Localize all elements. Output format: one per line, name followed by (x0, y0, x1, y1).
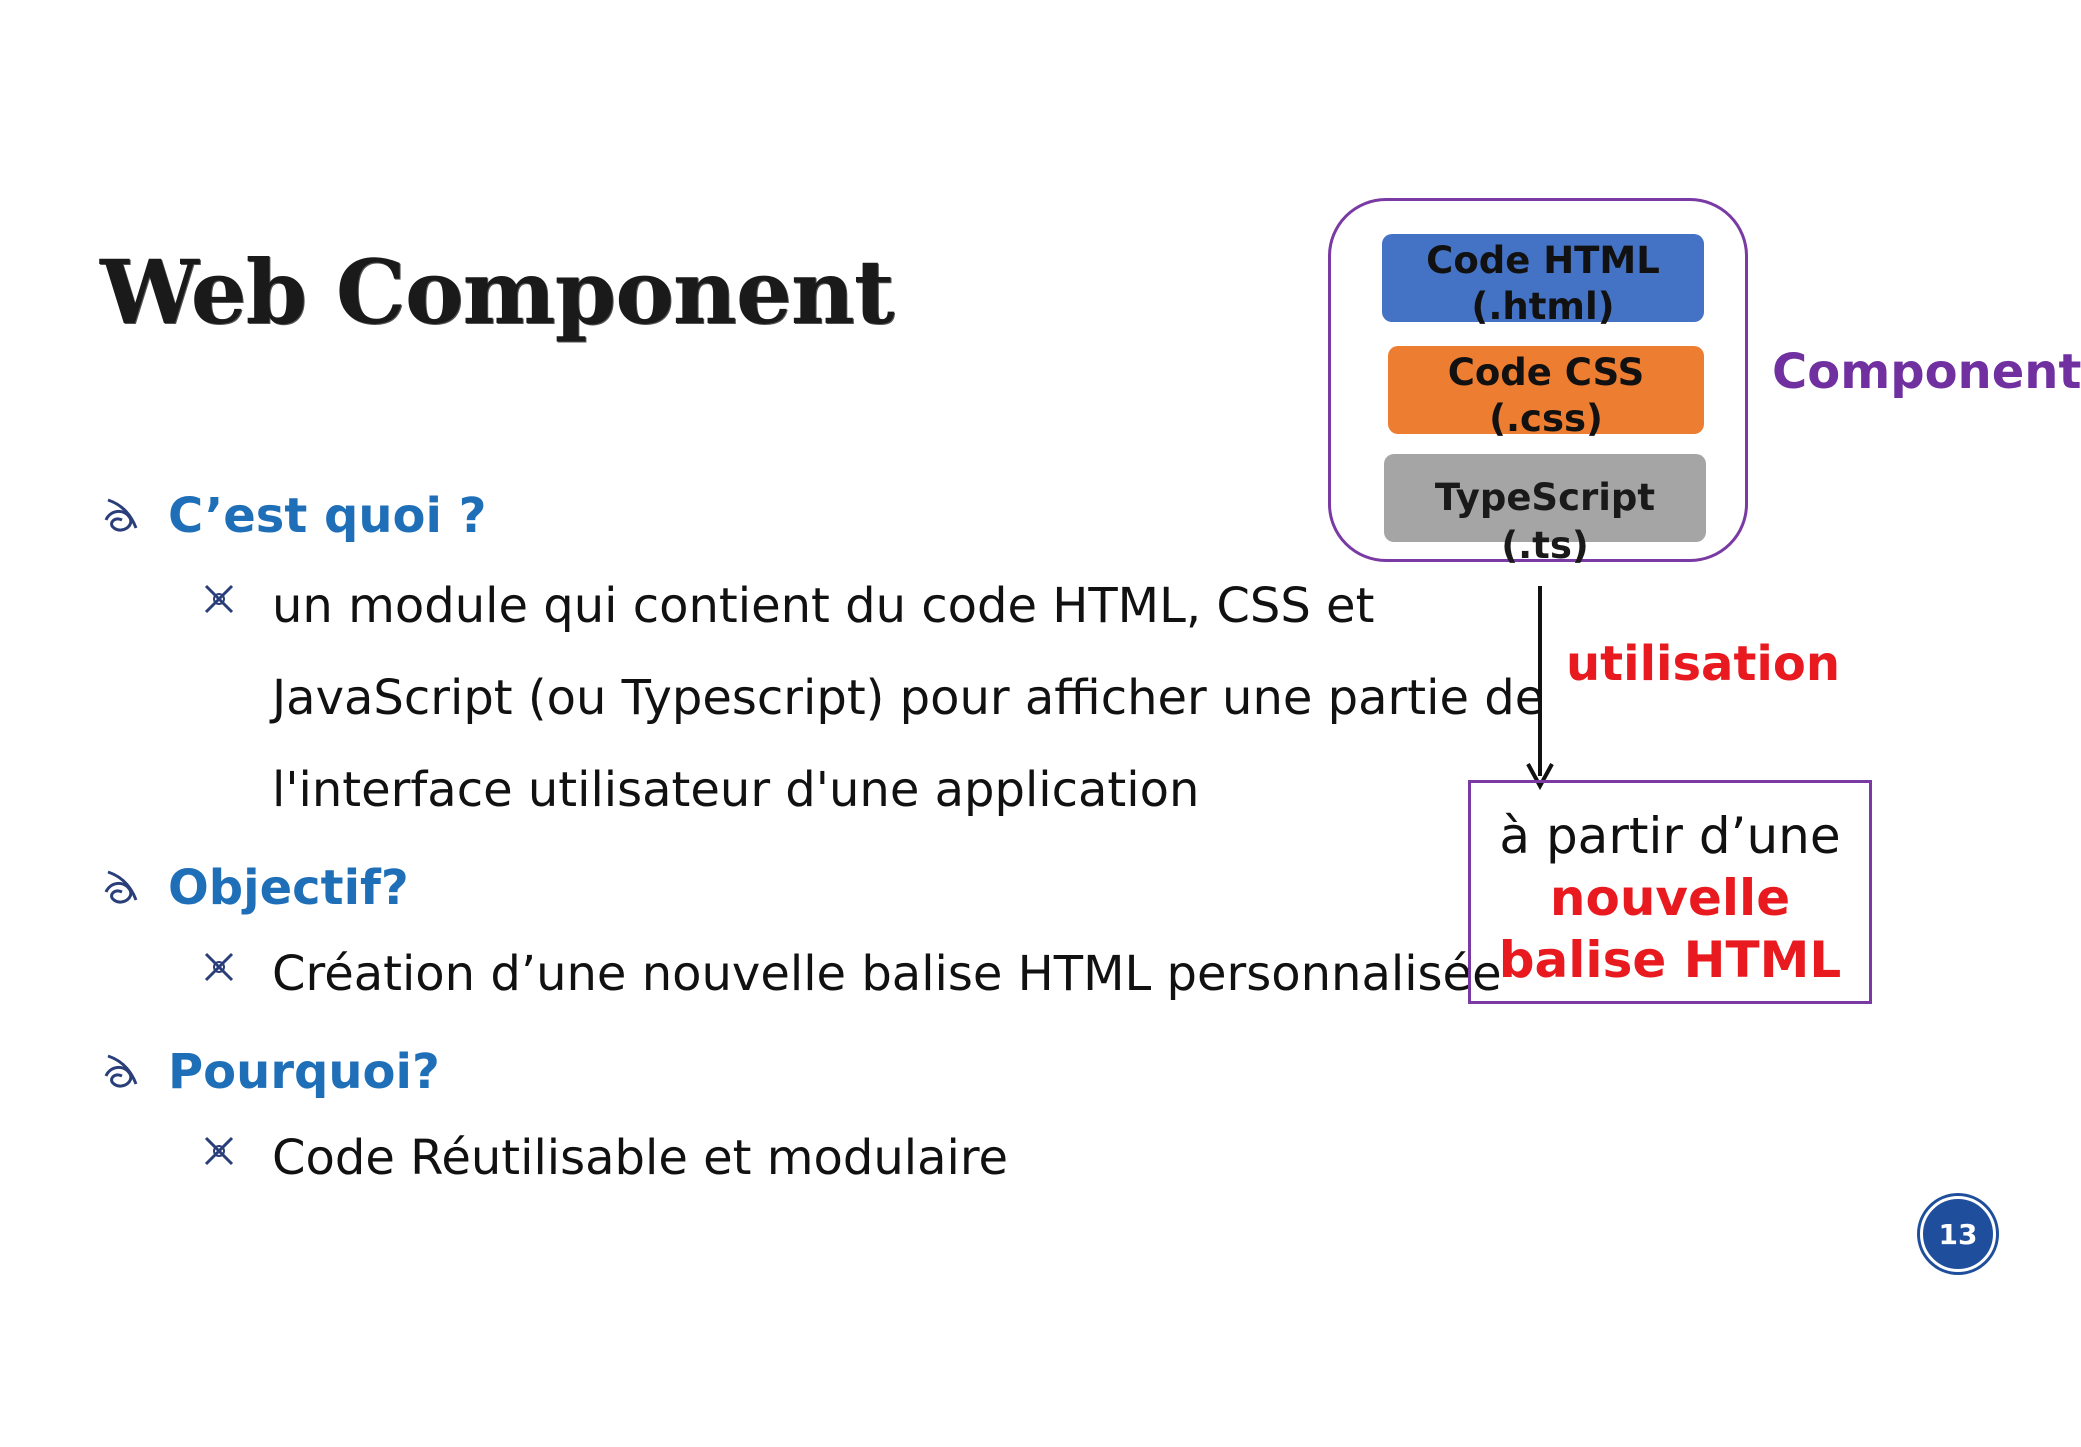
bullet-pourquoi (100, 1044, 440, 1100)
swirl-bullet-icon (100, 866, 144, 910)
bullet-objectif (100, 860, 409, 916)
swirl-bullet-icon (100, 494, 144, 538)
slide-title: Web Component (100, 240, 894, 344)
bullet-heading: Objectif? (168, 860, 409, 916)
page-number-badge: 13 (1920, 1196, 1996, 1272)
sub-bullet-definition (202, 560, 1612, 836)
bullet-cest-quoi (100, 488, 487, 544)
swirl-bullet-icon (100, 1050, 144, 1094)
sub-bullet-text: Code Réutilisable et modulaire (272, 1130, 1009, 1186)
sub-bullet-objectif (202, 928, 1612, 1020)
usage-label: utilisation (1566, 636, 1840, 692)
sub-bullet-pourquoi (202, 1112, 1612, 1204)
sub-bullet-text: un module qui contient du code HTML, CSS et JavaScript (ou Typescript) pour afficher une partie de l'interface utilisateur d'une application (272, 578, 1545, 818)
target-line1: à partir d’une (1499, 807, 1841, 865)
typescript-code-box: TypeScript (.ts) (1384, 454, 1706, 542)
target-line2: nouvelle balise HTML (1498, 869, 1842, 989)
new-html-tag-box (1468, 780, 1872, 1004)
component-label: Component (1772, 344, 2081, 400)
sub-bullet-text: Création d’une nouvelle balise HTML personnalisée (272, 946, 1502, 1002)
cross-bullet-icon (202, 1134, 236, 1168)
bullet-heading: C’est quoi ? (168, 488, 487, 544)
html-code-box: Code HTML (.html) (1382, 234, 1704, 322)
css-code-box: Code CSS (.css) (1388, 346, 1704, 434)
cross-bullet-icon (202, 950, 236, 984)
bullet-heading: Pourquoi? (168, 1044, 440, 1100)
cross-bullet-icon (202, 582, 236, 616)
